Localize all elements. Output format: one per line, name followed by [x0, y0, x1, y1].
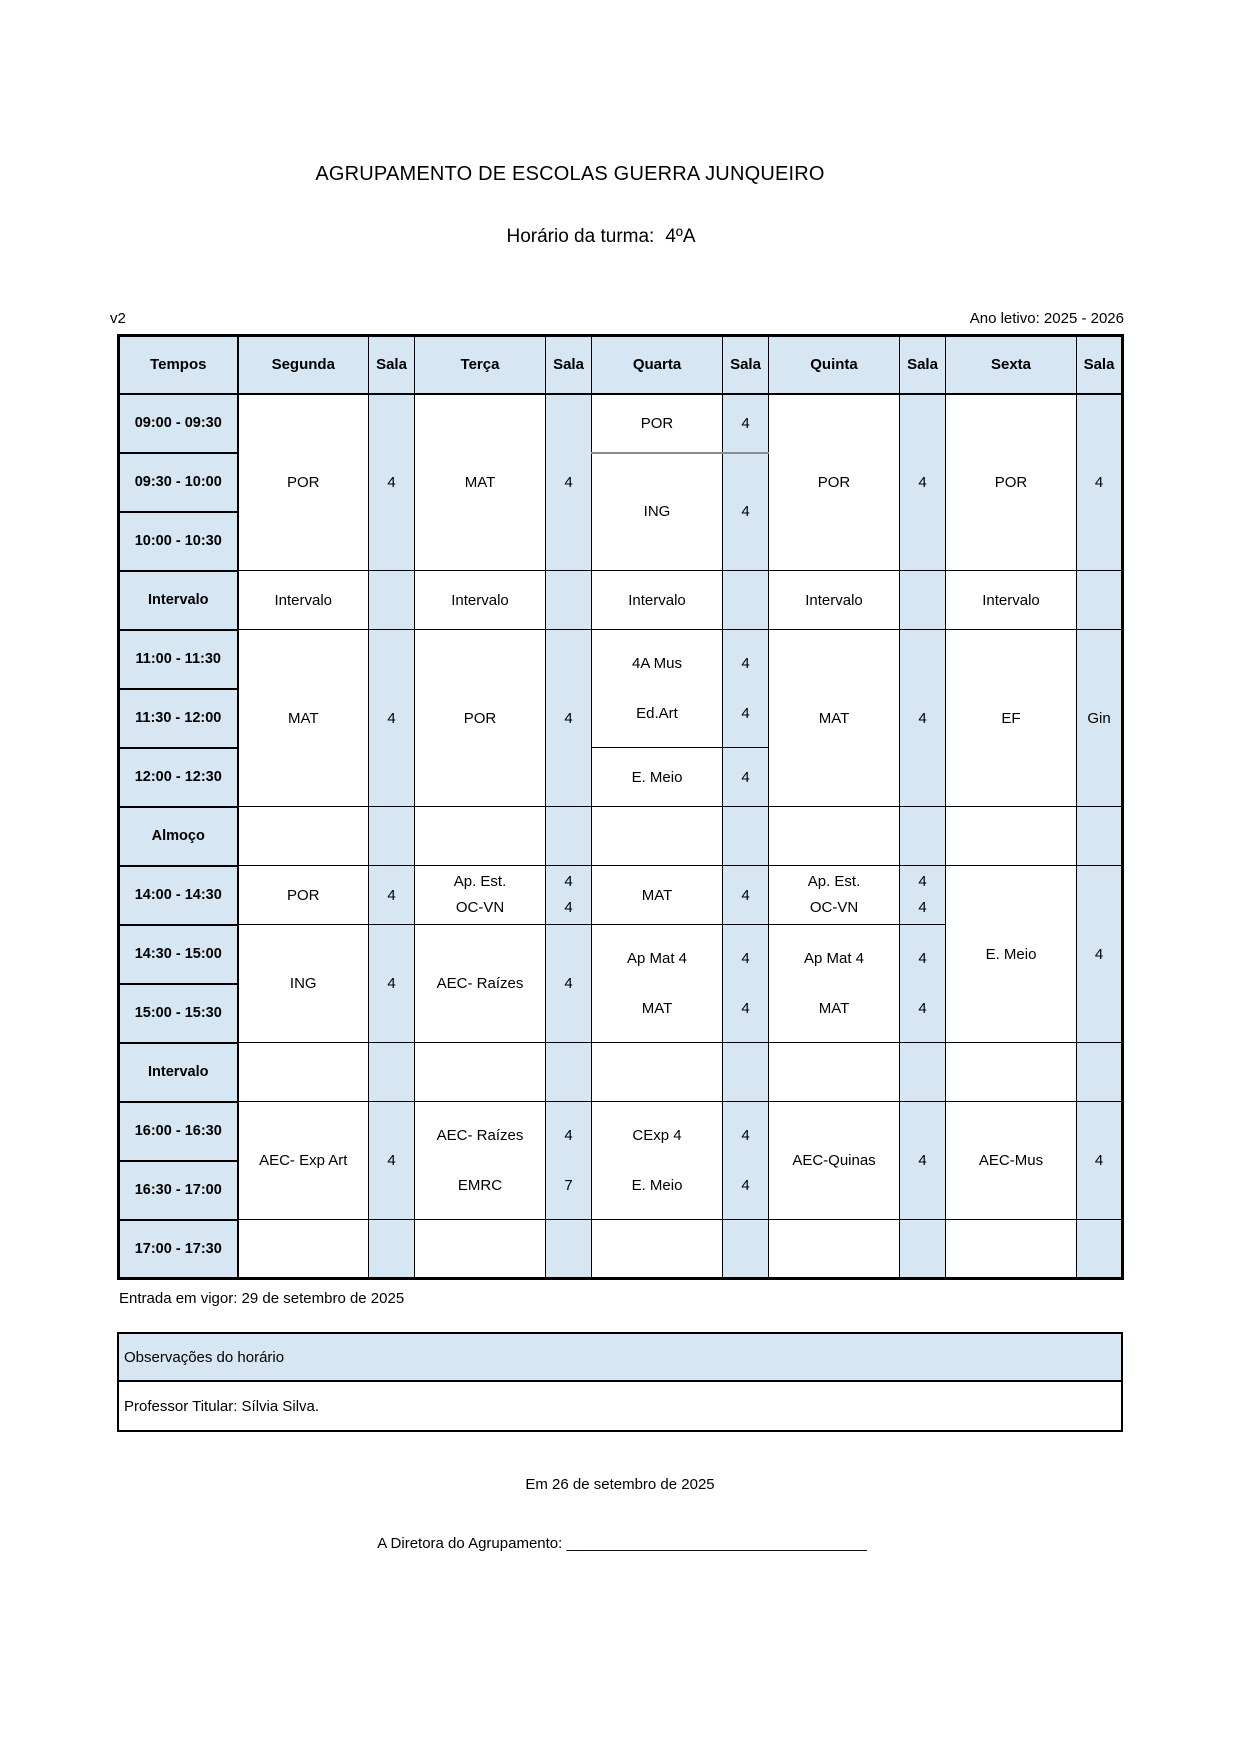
cell-segunda-r15	[238, 1220, 369, 1279]
cell-line: 4	[918, 999, 927, 1017]
cell-line: 4	[741, 1176, 750, 1194]
cell-quinta-r5: MAT	[769, 630, 900, 807]
cell-terca-r4: Intervalo	[415, 571, 546, 630]
sala-quarta-r1: 4	[723, 394, 769, 453]
sala-segunda-r13: 4	[369, 1102, 415, 1220]
cell-quinta-r10	[769, 925, 900, 1043]
cell-line: CExp 4	[632, 1126, 682, 1144]
cell-segunda-r5: MAT	[238, 630, 369, 807]
timetable	[117, 334, 1124, 1280]
col-header-terca: Terça	[415, 336, 546, 394]
cell-quarta-r2: ING	[592, 453, 723, 571]
sala-quinta-r1: 4	[900, 394, 946, 571]
cell-sexta-r15	[946, 1220, 1077, 1279]
time-cell-r3: 10:00 - 10:30	[119, 512, 238, 571]
time-cell-r1: 09:00 - 09:30	[119, 394, 238, 453]
class-subtitle	[506, 226, 695, 248]
cell-terca-r12	[415, 1043, 546, 1102]
time-cell-r15: 17:00 - 17:30	[119, 1220, 238, 1279]
time-cell-r7: 12:00 - 12:30	[119, 748, 238, 807]
cell-line: 7	[564, 1176, 573, 1194]
sala-segunda-r4	[369, 571, 415, 630]
sala-quarta-r13	[723, 1102, 769, 1220]
col-header-quinta: Quinta	[769, 336, 900, 394]
sala-segunda-r12	[369, 1043, 415, 1102]
sala-terca-r5: 4	[546, 630, 592, 807]
sala-segunda-r10: 4	[369, 925, 415, 1043]
sala-segunda-r9: 4	[369, 866, 415, 925]
cell-line: Ap. Est.	[807, 873, 861, 890]
page-title: AGRUPAMENTO DE ESCOLAS GUERRA JUNQUEIRO	[315, 163, 825, 185]
cell-terca-r5: POR	[415, 630, 546, 807]
col-header-sala-1: Sala	[369, 336, 415, 394]
sala-quarta-r2: 4	[723, 453, 769, 571]
cell-quinta-r12	[769, 1043, 900, 1102]
cell-line: EMRC	[457, 1176, 503, 1194]
cell-quarta-r15	[592, 1220, 723, 1279]
cell-line: 4	[741, 949, 750, 967]
class-subtitle-label: Horário da turma:	[506, 226, 655, 247]
cell-sexta-r12	[946, 1043, 1077, 1102]
cell-line: 4	[918, 949, 927, 967]
cell-sexta-r4: Intervalo	[946, 571, 1077, 630]
sala-sexta-r5: Gin	[1077, 630, 1123, 807]
sala-terca-r12	[546, 1043, 592, 1102]
time-cell-r14: 16:30 - 17:00	[119, 1161, 238, 1220]
cell-terca-r9	[415, 866, 546, 925]
time-cell-r2: 09:30 - 10:00	[119, 453, 238, 512]
time-cell-r5: 11:00 - 11:30	[119, 630, 238, 689]
cell-quinta-r15	[769, 1220, 900, 1279]
time-cell-r11: 15:00 - 15:30	[119, 984, 238, 1043]
sala-quarta-r12	[723, 1043, 769, 1102]
sala-quarta-r8	[723, 807, 769, 866]
sala-quinta-r8	[900, 807, 946, 866]
observations-body: Professor Titular: Sílvia Silva.	[124, 1397, 320, 1415]
cell-quarta-r7: E. Meio	[592, 748, 723, 807]
cell-quinta-r8	[769, 807, 900, 866]
cell-segunda-r9: POR	[238, 866, 369, 925]
sala-quarta-r15	[723, 1220, 769, 1279]
cell-quarta-r9: MAT	[592, 866, 723, 925]
sala-quinta-r15	[900, 1220, 946, 1279]
cell-line: OC-VN	[455, 899, 505, 916]
col-header-tempos: Tempos	[119, 336, 238, 394]
sala-segunda-r1: 4	[369, 394, 415, 571]
cell-terca-r8	[415, 807, 546, 866]
cell-line: 4A Mus	[631, 654, 683, 672]
sala-quinta-r5: 4	[900, 630, 946, 807]
cell-line: 4	[741, 999, 750, 1017]
cell-quarta-r5	[592, 630, 723, 748]
sala-quarta-r5	[723, 630, 769, 748]
time-cell-r13: 16:00 - 16:30	[119, 1102, 238, 1161]
cell-terca-r10: AEC- Raízes	[415, 925, 546, 1043]
issue-date-note: Em 26 de setembro de 2025	[525, 1476, 715, 1493]
time-cell-r9: 14:00 - 14:30	[119, 866, 238, 925]
sala-segunda-r5: 4	[369, 630, 415, 807]
time-cell-r6: 11:30 - 12:00	[119, 689, 238, 748]
col-header-sala-3: Sala	[723, 336, 769, 394]
cell-line: AEC- Raízes	[436, 1126, 524, 1144]
col-header-sala-2: Sala	[546, 336, 592, 394]
cell-segunda-r10: ING	[238, 925, 369, 1043]
cell-line: OC-VN	[809, 899, 859, 916]
cell-segunda-r8	[238, 807, 369, 866]
cell-line: 4	[741, 654, 750, 672]
cell-line: MAT	[818, 999, 850, 1017]
col-header-quarta: Quarta	[592, 336, 723, 394]
sala-sexta-r13: 4	[1077, 1102, 1123, 1220]
cell-sexta-r9: E. Meio	[946, 866, 1077, 1043]
cell-quarta-r10	[592, 925, 723, 1043]
sala-terca-r15	[546, 1220, 592, 1279]
cell-line: 4	[564, 1126, 573, 1144]
cell-sexta-r5: EF	[946, 630, 1077, 807]
cell-line: 4	[918, 873, 927, 890]
time-cell-r10: 14:30 - 15:00	[119, 925, 238, 984]
sala-sexta-r15	[1077, 1220, 1123, 1279]
sala-segunda-r15	[369, 1220, 415, 1279]
sala-quinta-r9	[900, 866, 946, 925]
cell-line: 4	[918, 899, 927, 916]
cell-segunda-r12	[238, 1043, 369, 1102]
sala-quinta-r10	[900, 925, 946, 1043]
sala-sexta-r4	[1077, 571, 1123, 630]
cell-quinta-r1: POR	[769, 394, 900, 571]
sala-segunda-r8	[369, 807, 415, 866]
cell-quarta-r12	[592, 1043, 723, 1102]
cell-sexta-r13: AEC-Mus	[946, 1102, 1077, 1220]
cell-quinta-r4: Intervalo	[769, 571, 900, 630]
school-year-label: Ano letivo: 2025 - 2026	[969, 310, 1124, 327]
effective-date-note: Entrada em vigor: 29 de setembro de 2025	[119, 1290, 405, 1307]
sala-sexta-r12	[1077, 1043, 1123, 1102]
cell-terca-r13	[415, 1102, 546, 1220]
sala-quinta-r4	[900, 571, 946, 630]
sala-terca-r8	[546, 807, 592, 866]
sala-sexta-r9: 4	[1077, 866, 1123, 1043]
cell-quarta-r8	[592, 807, 723, 866]
cell-line: MAT	[641, 999, 673, 1017]
time-cell-r8: Almoço	[119, 807, 238, 866]
sala-sexta-r8	[1077, 807, 1123, 866]
col-header-segunda: Segunda	[238, 336, 369, 394]
sala-terca-r4	[546, 571, 592, 630]
sala-quarta-r7: 4	[723, 748, 769, 807]
time-cell-r4: Intervalo	[119, 571, 238, 630]
cell-quarta-r1: POR	[592, 394, 723, 453]
class-name: 4ºA	[665, 226, 696, 247]
cell-segunda-r4: Intervalo	[238, 571, 369, 630]
cell-quinta-r13: AEC-Quinas	[769, 1102, 900, 1220]
cell-segunda-r13: AEC- Exp Art	[238, 1102, 369, 1220]
cell-line: Ap. Est.	[453, 873, 507, 890]
sala-quinta-r12	[900, 1043, 946, 1102]
cell-line: Ed.Art	[636, 704, 678, 722]
cell-quarta-r13	[592, 1102, 723, 1220]
sala-quinta-r13: 4	[900, 1102, 946, 1220]
cell-quinta-r9	[769, 866, 900, 925]
cell-line: E. Meio	[631, 1176, 683, 1194]
cell-sexta-r1: POR	[946, 394, 1077, 571]
cell-line: 4	[741, 704, 750, 722]
cell-line: 4	[564, 873, 573, 890]
sala-terca-r9	[546, 866, 592, 925]
cell-line: Ap Mat 4	[626, 949, 688, 967]
cell-quarta-r4: Intervalo	[592, 571, 723, 630]
cell-segunda-r1: POR	[238, 394, 369, 571]
sala-quarta-r9: 4	[723, 866, 769, 925]
sala-terca-r13	[546, 1102, 592, 1220]
observations-header: Observações do horário	[119, 1334, 1121, 1382]
cell-terca-r15	[415, 1220, 546, 1279]
version-label: v2	[110, 310, 126, 327]
sala-terca-r10: 4	[546, 925, 592, 1043]
cell-sexta-r8	[946, 807, 1077, 866]
cell-terca-r1: MAT	[415, 394, 546, 571]
sala-terca-r1: 4	[546, 394, 592, 571]
col-header-sexta: Sexta	[946, 336, 1077, 394]
time-cell-r12: Intervalo	[119, 1043, 238, 1102]
col-header-sala-5: Sala	[1077, 336, 1123, 394]
signature-line: A Diretora do Agrupamento: ____________________________________	[377, 1535, 867, 1552]
col-header-sala-4: Sala	[900, 336, 946, 394]
observations-box	[117, 1332, 1123, 1432]
cell-line: 4	[741, 1126, 750, 1144]
sala-quarta-r10	[723, 925, 769, 1043]
cell-line: Ap Mat 4	[803, 949, 865, 967]
sala-quarta-r4	[723, 571, 769, 630]
cell-line: 4	[564, 899, 573, 916]
sala-sexta-r1: 4	[1077, 394, 1123, 571]
